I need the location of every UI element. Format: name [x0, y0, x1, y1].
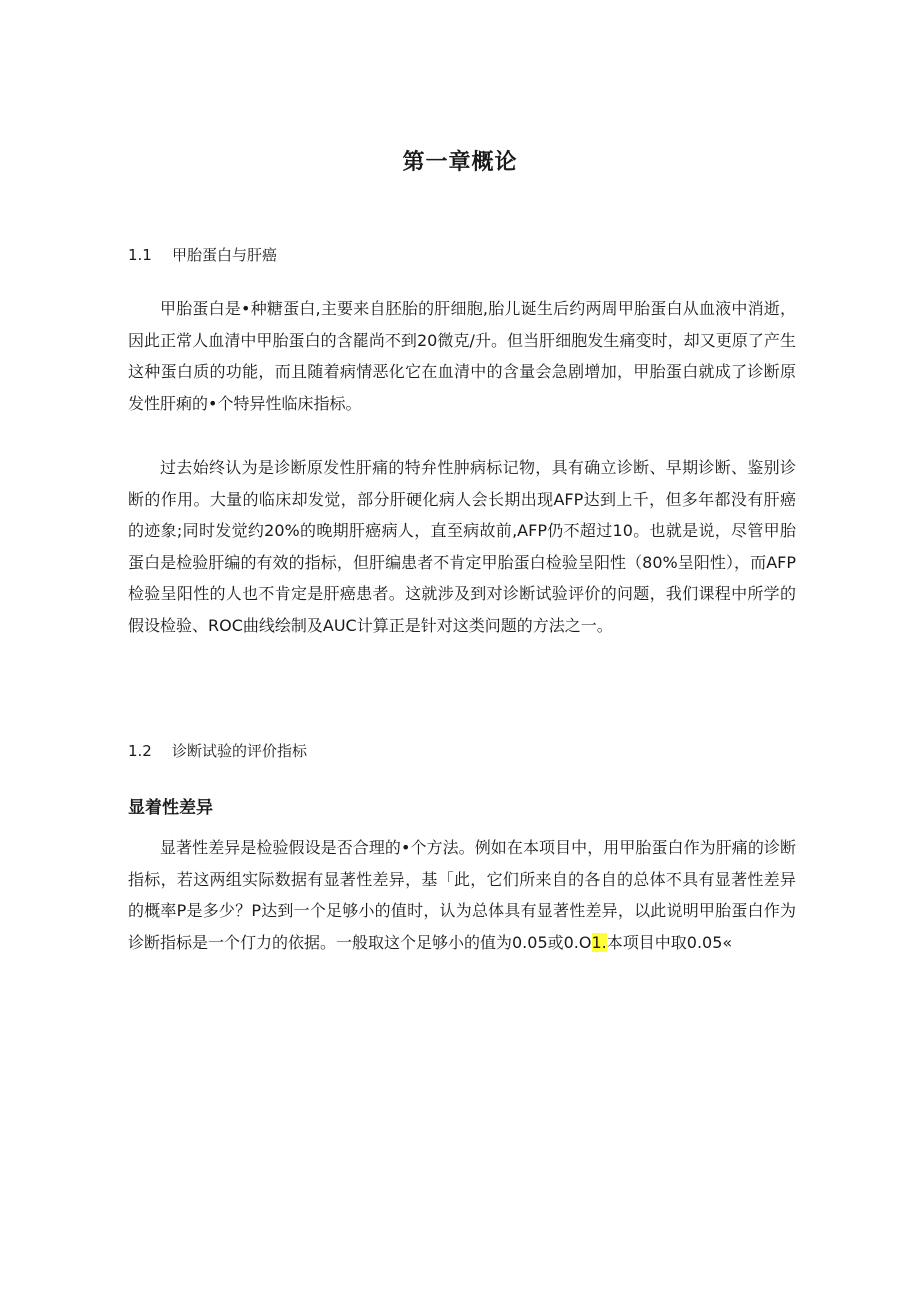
section-title: 甲胎蛋白与肝癌	[172, 246, 278, 264]
subheading-significance: 显着性差异	[128, 798, 213, 818]
paragraph-afp-intro: 甲胎蛋白是•种糖蛋白,主要来自胚胎的肝细胞,胎儿诞生后约两周甲胎蛋白从血液中消逝，因此正常人血清中甲胎蛋白的含罷尚不到20微克/升。但当肝细胞发生痛变时，却又更原了产生这种蛋白质的功能，而且随着病情恶化它在血清中的含量会急剧增加，甲胎蛋白就成了诊断原发性肝痢的•个特异性临床指标。	[128, 299, 796, 413]
paragraph-text: 本项目中取0.05«	[606, 932, 733, 952]
section-title: 诊断试验的评价指标	[172, 742, 308, 760]
section-number: 1.1	[128, 246, 152, 264]
chapter-title: 第一章概论	[402, 150, 518, 175]
paragraph-afp-history: 过去始终认为是诊断原发性肝痛的特弁性肿病标记物，具有确立诊断、早期诊断、鉴别诊断的作用。大量的临床却发觉，部分肝硬化病人会长期出现AFP达到上千，但多年都没有肝癌的迹象;同时发觉约20%的晚期肝癌病人，直至病故前,AFP仍不超过10。也就是说，尽管甲胎蛋白是检验肝编的有效的指标，但肝编患者不肯定甲胎蛋白检验呈阳性（80%呈阳性），而AFP检验呈阳性的人也不肯定是肝癌患者。这就涉及到对诊断试验评价的问题，我们课程中所学的假设检验、ROC曲线绘制及AUC计算正是针对这类问题的方法之一。	[128, 458, 796, 635]
paragraph-text: 显著性差异是检验假设是否合理的•个方法。例如在本项目中，用甲胎蛋白作为肝痛的诊断指标，若这两组实际数据有显著性差异，基「此，它们所来自的各自的总体不具有显著性差异的概率P是多少？P达到一个足够小的值时，认为总体具有显著性差异，以此说明甲胎蛋白作为诊断指标是一个仃力的依据。一般取这个足够小的值为0.05或0.O	[128, 838, 796, 952]
section-heading-1-2	[128, 740, 307, 761]
section-number: 1.2	[128, 742, 152, 760]
paragraph-significance	[128, 832, 796, 958]
highlighted-text: 1.	[591, 932, 607, 952]
section-heading-1-1	[128, 244, 277, 265]
